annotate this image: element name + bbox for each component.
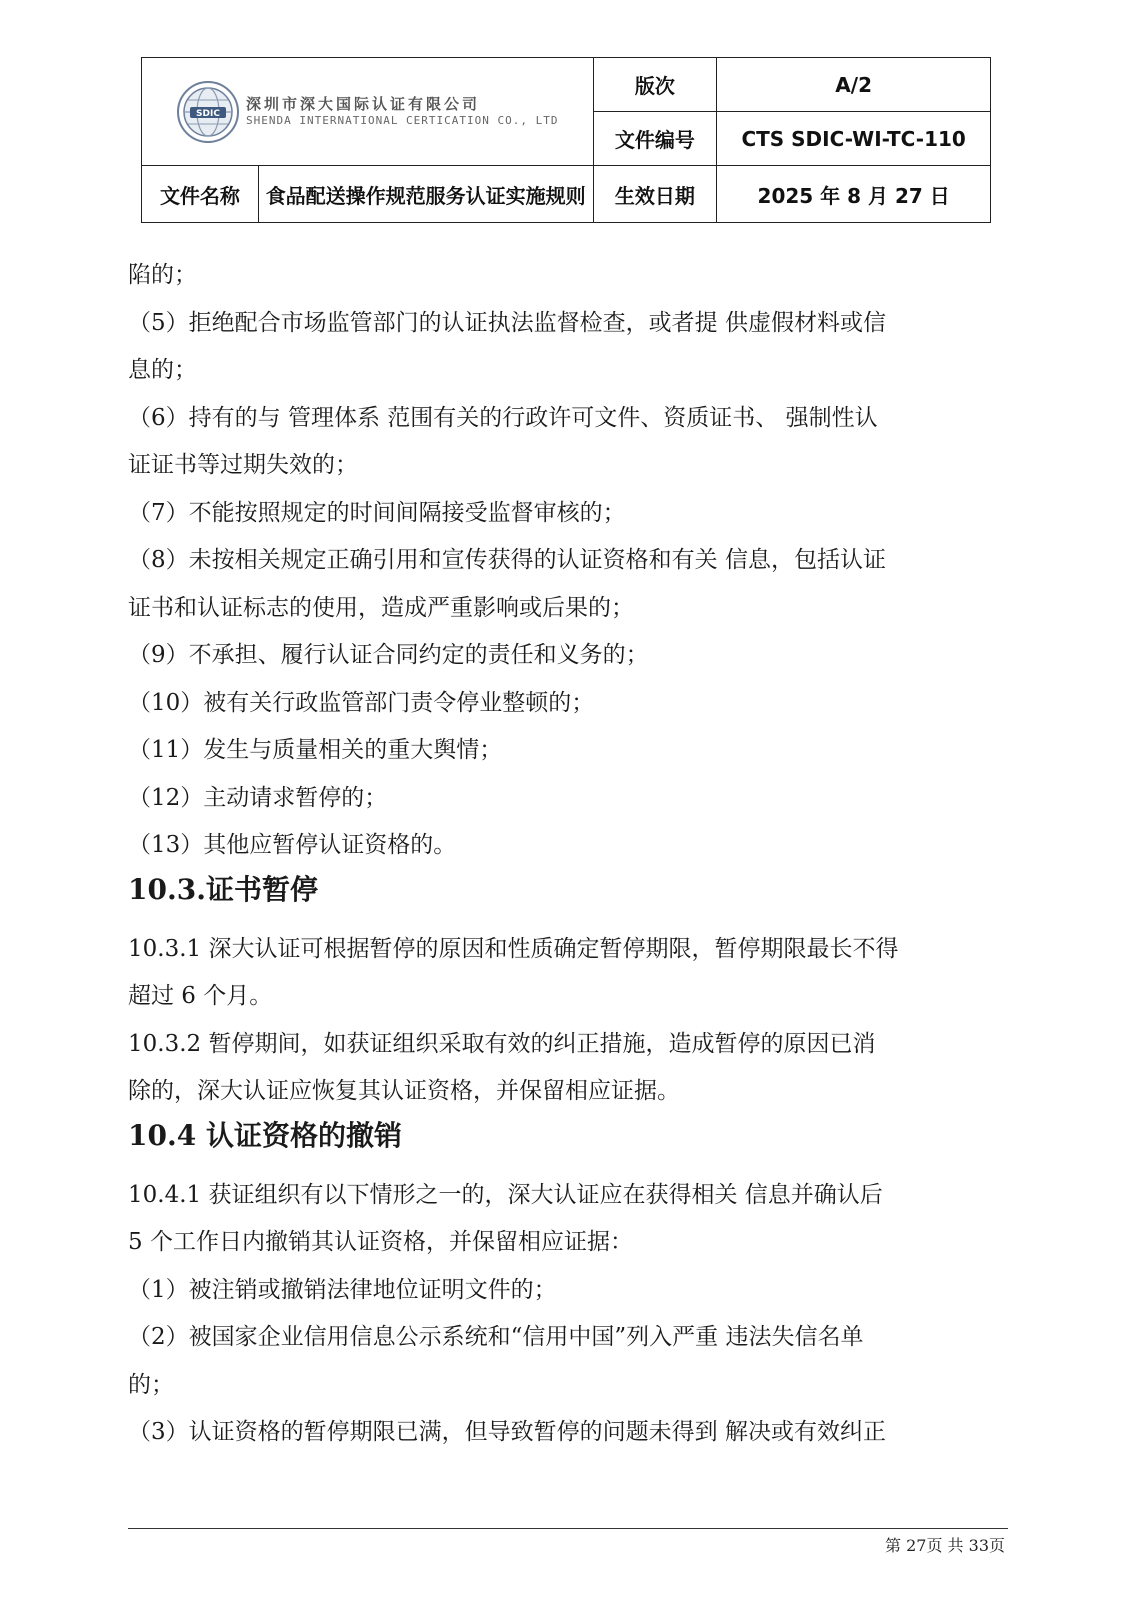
version-value: A/2 <box>717 58 991 112</box>
doc-name-label: 文件名称 <box>142 166 259 223</box>
body-line: （13）其他应暂停认证资格的。 <box>128 832 457 858</box>
body-line: （8）未按相关规定正确引用和宣传获得的认证资格和有关 信息，包括认证 <box>128 547 886 573</box>
logo-text: SDIC <box>196 108 220 119</box>
body-line: （9）不承担、履行认证合同约定的责任和义务的； <box>128 642 649 668</box>
body-line: 10.4.1 获证组织有以下情形之一的，深大认证应在获得相关 信息并确认后 <box>128 1181 883 1208</box>
document-header-table <box>141 57 991 223</box>
body-line: 息的； <box>128 357 197 383</box>
effective-date-label: 生效日期 <box>593 166 717 223</box>
page-number: 第 27页 共 33页 <box>885 1536 1005 1555</box>
document-body <box>128 252 1008 1457</box>
body-line: 10.3.2 暂停期间，如获证组织采取有效的纠正措施，造成暂停的原因已消 <box>128 1030 876 1057</box>
body-line: 5 个工作日内撤销其认证资格，并保留相应证据： <box>128 1229 633 1255</box>
body-line: （6）持有的与 管理体系 范围有关的行政许可文件、资质证书、 强制性认 <box>128 404 878 431</box>
body-line: （12）主动请求暂停的； <box>128 784 388 811</box>
body-line: 10.3.1 深大认证可根据暂停的原因和性质确定暂停期限，暂停期限最长不得 <box>128 935 899 962</box>
company-logo-cell <box>142 58 594 166</box>
company-globe-logo-icon <box>176 80 240 144</box>
body-line: 证证书等过期失效的； <box>128 452 358 478</box>
body-line: （3）认证资格的暂停期限已满，但导致暂停的问题未得到 解决或有效纠正 <box>128 1419 886 1445</box>
body-line: （1）被注销或撤销法律地位证明文件的； <box>128 1276 557 1303</box>
body-line: 的； <box>128 1371 174 1398</box>
body-line: （10）被有关行政监管部门责令停业整顿的； <box>128 689 595 716</box>
company-name-cn: 深圳市深大国际认证有限公司 <box>245 94 480 113</box>
body-line: （2）被国家企业信用信息公示系统和“信用中国”列入严重 违法失信名单 <box>128 1324 864 1350</box>
body-line: （11）发生与质量相关的重大舆情； <box>128 737 503 763</box>
body-line: 超过 6 个月。 <box>128 983 273 1009</box>
company-name-en: SHENDA INTERNATIONAL CERTICATION CO., LTD <box>245 114 559 128</box>
footer-divider <box>128 1528 1008 1529</box>
body-line: 陷的； <box>128 262 197 288</box>
doc-number-value: CTS SDIC-WI-TC-110 <box>717 112 991 166</box>
section-heading-10-3: 10.3.证书暂停 <box>128 872 318 906</box>
version-label: 版次 <box>593 58 717 112</box>
body-line: （7）不能按照规定的时间间隔接受监督审核的； <box>128 499 626 526</box>
body-line: 证书和认证标志的使用，造成严重影响或后果的； <box>128 594 634 621</box>
body-line: 除的，深大认证应恢复其认证资格，并保留相应证据。 <box>128 1078 680 1104</box>
body-line: （5）拒绝配合市场监管部门的认证执法监督检查，或者提 供虚假材料或信 <box>128 309 886 336</box>
section-heading-10-4: 10.4 认证资格的撤销 <box>128 1118 402 1152</box>
effective-date-value: 2025 年 8 月 27 日 <box>717 166 991 223</box>
doc-number-label: 文件编号 <box>593 112 717 166</box>
doc-name-value: 食品配送操作规范服务认证实施规则 <box>258 166 593 223</box>
